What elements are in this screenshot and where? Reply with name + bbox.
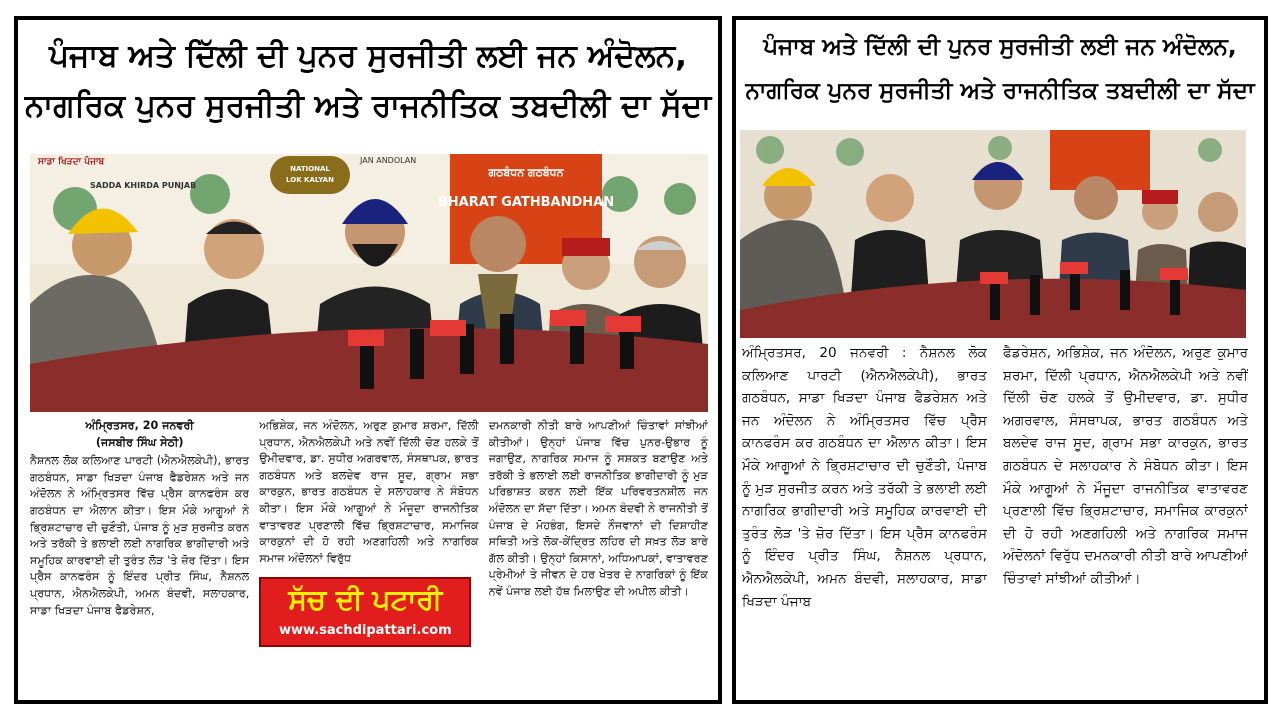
article-columns: [742, 342, 1248, 692]
press-conference-photo: [740, 130, 1246, 338]
banner-url: www.sachdipattari.com: [279, 623, 452, 639]
banner-sadda-pb: ਸਾਡਾ ਖਿੜਦਾ ਪੰਜਾਬ: [38, 157, 105, 167]
article-text-2: ਅਭਿਸ਼ੇਕ, ਜਨ ਅੰਦੋਲਨ, ਅਰੁਣ ਕੁਮਾਰ ਸ਼ਰਮਾ, ਦਿੱਲੀ ਪ੍ਰਧਾਨ, ਐਨਐਲਕੇਪੀ ਅਤੇ ਨਵੀਂ ਦਿੱਲੀ ਚੋਣ ਹਲਕੇ ਤੋਂ ਉਮੀਦਵਾਰ, ਡਾ. ਸੁਧੀਰ ਅਗਰਵਾਲ, ਸੰਸਥਾਪਕ, ਭਾਰਤ ਗਠਬੰਧਨ ਅਤੇ ਬਲਦੇਵ ਰਾਜ ਸੂਦ, ਗ੍ਰਾਮ ਸਭਾ ਕਾਰਕੁਨ, ਭਾਰਤ ਗਠਬੰਧਨ ਦੇ ਸਲਾਹਕਾਰ ਨੇ ਸੰਬੋਧਨ ਕੀਤਾ। ਇਸ ਮੌਕੇ ਆਗੂਆਂ ਨੇ ਮੌਜੂਦਾ ਰਾਜਨੀਤਿਕ ਵਾਤਾਵਰਣ ਪ੍ਰਣਾਲੀ ਵਿੱਚ ਭ੍ਰਿਸ਼ਟਾਚਾਰ, ਸਮਾਜਿਕ ਕਾਰਕੁਨਾਂ ਦੀ ਹੋ ਰਹੀ ਅਣਗਹਿਲੀ ਅਤੇ ਨਾਗਰਿਕ ਸਮਾਜ ਅੰਦੋਲਨਾਂ ਵਿਰੁੱਧ: [259, 419, 479, 565]
article-column-2: [1003, 342, 1248, 692]
press-conference-photo: [30, 154, 708, 412]
banner-title: ਸੱਚ ਦੀ ਪਟਾਰੀ: [288, 583, 443, 617]
article-text-3: ਦਮਨਕਾਰੀ ਨੀਤੀ ਬਾਰੇ ਆਪਣੀਆਂ ਚਿੰਤਾਵਾਂ ਸਾਂਝੀਆਂ ਕੀਤੀਆਂ। ਉਨ੍ਹਾਂ ਪੰਜਾਬ ਵਿੱਚ ਪੁਨਰ-ਉਭਾਰ ਨੂੰ ਜਗਾਉਣ, ਨਾਗਰਿਕ ਸਮਾਜ ਨੂੰ ਸਸ਼ਕਤ ਬਣਾਉਣ ਅਤੇ ਤਰੱਕੀ ਤੇ ਭਲਾਈ ਲਈ ਰਾਜਨੀਤਿਕ ਭਾਗੀਦਾਰੀ ਨੂੰ ਮੁੜ ਪਰਿਭਾਸ਼ਤ ਕਰਨ ਲਈ ਇੱਕ ਪਰਿਵਰਤਨਸ਼ੀਲ ਜਨ ਅੰਦੋਲਨ ਦਾ ਸੱਦਾ ਦਿੱਤਾ। ਅਮਨ ਬੰਦਵੀ ਨੇ ਰਾਜਨੀਤੀ ਤੋਂ ਪੰਜਾਬ ਦੇ ਮੋਹਭੰਗ, ਇਸਦੇ ਨੌਜਵਾਨਾਂ ਦੀ ਦਿਸ਼ਾਹੀਣ ਸਥਿਤੀ ਅਤੇ ਲੋਕ-ਕੇਂਦ੍ਰਿਤ ਲਹਿਰ ਦੀ ਸਖ਼ਤ ਲੋੜ ਬਾਰੇ ਗੱਲ ਕੀਤੀ। ਉਨ੍ਹਾਂ ਕਿਸਾਨਾਂ, ਅਧਿਆਪਕਾਂ, ਵਾਤਾਵਰਣ ਪ੍ਰੇਮੀਆਂ ਤੇ ਜੀਵਨ ਦੇ ਹਰ ਖੇਤਰ ਦੇ ਨਾਗਰਿਕਾਂ ਨੂੰ ਇੱਕ ਨਵੇਂ ਪੰਜਾਬ ਲਈ ਹੱਥ ਮਿਲਾਉਣ ਦੀ ਅਪੀਲ ਕੀਤੀ।: [488, 419, 708, 598]
byline: (ਜਸਬੀਰ ਸਿੰਘ ਸੇਠੀ): [95, 435, 184, 449]
right-newspaper-clipping: [732, 16, 1268, 704]
banner-nlkp-2: LOK KALYAN: [286, 176, 334, 184]
article-column-1: [742, 342, 987, 692]
banner-bharat: BHARAT GATHBANDHAN: [437, 195, 615, 210]
headline-line-2: ਨਾਗਰਿਕ ਪੁਨਰ ਸੁਰਜੀਤੀ ਅਤੇ ਰਾਜਨੀਤਿਕ ਤਬਦੀਲੀ ਦਾ ਸੱਦਾ: [745, 78, 1255, 104]
article-column-2: [259, 418, 478, 688]
left-newspaper-clipping: [14, 16, 722, 704]
headline-line-1: ਪੰਜਾਬ ਅਤੇ ਦਿੱਲੀ ਦੀ ਪੁਨਰ ਸੁਰਜੀਤੀ ਲਈ ਜਨ ਅੰਦੋਲਨ,: [763, 34, 1237, 60]
headline: [18, 20, 718, 128]
sach-di-pattari-banner: [259, 577, 471, 647]
headline-line-2: ਨਾਗਰਿਕ ਪੁਨਰ ਸੁਰਜੀਤੀ ਅਤੇ ਰਾਜਨੀਤਿਕ ਤਬਦੀਲੀ ਦਾ ਸੱਦਾ: [24, 88, 712, 124]
article-text-1: ਨੈਸ਼ਨਲ ਲੋਕ ਕਲਿਆਣ ਪਾਰਟੀ (ਐਨਐਲਕੇਪੀ), ਭਾਰਤ ਗਠਬੰਧਨ, ਸਾਡਾ ਖਿੜਦਾ ਪੰਜਾਬ ਫੈਡਰੇਸ਼ਨ ਅਤੇ ਜਨ ਅੰਦੋਲਨ ਨੇ ਅੰਮ੍ਰਿਤਸਰ ਵਿੱਚ ਪ੍ਰੈਸ ਕਾਨਫਰੰਸ ਕਰ ਗਠਬੰਧਨ ਦਾ ਐਲਾਨ ਕੀਤਾ। ਇਸ ਮੌਕੇ ਆਗੂਆਂ ਨੇ ਭ੍ਰਿਸ਼ਟਾਚਾਰ ਦੀ ਚੁਣੌਤੀ, ਪੰਜਾਬ ਨੂੰ ਮੁੜ ਸੁਰਜੀਤ ਕਰਨ ਅਤੇ ਤਰੱਕੀ ਤੇ ਭਲਾਈ ਲਈ ਨਾਗਰਿਕ ਭਾਗੀਦਾਰੀ ਅਤੇ ਸਮੂਹਿਕ ਕਾਰਵਾਈ ਦੀ ਤੁਰੰਤ ਲੋੜ 'ਤੇ ਜ਼ੋਰ ਦਿੱਤਾ। ਇਸ ਪ੍ਰੈਸ ਕਾਨਫਰੰਸ ਨੂੰ ਇੰਦਰ ਪ੍ਰੀਤ ਸਿੰਘ, ਨੈਸ਼ਨਲ ਪ੍ਰਧਾਨ, ਐਨਐਲਕੇਪੀ, ਅਮਨ ਬੰਦਵੀ, ਸਲਾਹਕਾਰ, ਸਾਡਾ ਖਿੜਦਾ ਪੰਜਾਬ ਫੈਡਰੇਸ਼ਨ,: [30, 454, 250, 617]
banner-sadda-en: SADDA KHIRDA PUNJAB: [90, 181, 197, 190]
banner-gathbandhan-pb: ਗਠਬੰਧਨ ਗਠਬੰਧਨ: [488, 166, 564, 179]
article-columns: [30, 418, 708, 688]
headline: [736, 20, 1264, 108]
banner-jan-andolan: JAN ANDOLAN: [360, 156, 417, 165]
banner-nlkp-1: NATIONAL: [290, 165, 330, 173]
article-column-3: [489, 418, 708, 688]
headline-line-1: ਪੰਜਾਬ ਅਤੇ ਦਿੱਲੀ ਦੀ ਪੁਨਰ ਸੁਰਜੀਤੀ ਲਈ ਜਨ ਅੰਦੋਲਨ,: [49, 38, 687, 74]
dateline: ਅੰਮ੍ਰਿਤਸਰ, 20 ਜਨਵਰੀ: [85, 419, 194, 432]
article-text-2: ਫੈਡਰੇਸ਼ਨ, ਅਭਿਸ਼ੇਕ, ਜਨ ਅੰਦੋਲਨ, ਅਰੁਣ ਕੁਮਾਰ ਸ਼ਰਮਾ, ਦਿੱਲੀ ਪ੍ਰਧਾਨ, ਐਨਐਲਕੇਪੀ ਅਤੇ ਨਵੀਂ ਦਿੱਲੀ ਚੋਣ ਹਲਕੇ ਤੋਂ ਉਮੀਦਵਾਰ, ਡਾ. ਸੁਧੀਰ ਅਗਰਵਾਲ, ਸੰਸਥਾਪਕ, ਭਾਰਤ ਗਠਬੰਧਨ ਅਤੇ ਬਲਦੇਵ ਰਾਜ ਸੂਦ, ਗ੍ਰਾਮ ਸਭਾ ਕਾਰਕੁਨ, ਭਾਰਤ ਗਠਬੰਧਨ ਦੇ ਸਲਾਹਕਾਰ ਨੇ ਸੰਬੋਧਨ ਕੀਤਾ। ਇਸ ਮੌਕੇ ਆਗੂਆਂ ਨੇ ਮੌਜੂਦਾ ਰਾਜਨੀਤਿਕ ਵਾਤਾਵਰਣ ਪ੍ਰਣਾਲੀ ਵਿੱਚ ਭ੍ਰਿਸ਼ਟਾਚਾਰ, ਸਮਾਜਿਕ ਕਾਰਕੁਨਾਂ ਦੀ ਹੋ ਰਹੀ ਅਣਗਹਿਲੀ ਅਤੇ ਨਾਗਰਿਕ ਸਮਾਜ ਅੰਦੋਲਨਾਂ ਵਿਰੁੱਧ ਦਮਨਕਾਰੀ ਨੀਤੀ ਬਾਰੇ ਆਪਣੀਆਂ ਚਿੰਤਾਵਾਂ ਸਾਂਝੀਆਂ ਕੀਤੀਆਂ।: [1003, 345, 1248, 587]
article-text-1: ਅੰਮ੍ਰਿਤਸਰ, 20 ਜਨਵਰੀ : ਨੈਸ਼ਨਲ ਲੋਕ ਕਲਿਆਣ ਪਾਰਟੀ (ਐਨਐਲਕੇਪੀ), ਭਾਰਤ ਗਠਬੰਧਨ, ਸਾਡਾ ਖਿੜਦਾ ਪੰਜਾਬ ਫੈਡਰੇਸ਼ਨ ਅਤੇ ਜਨ ਅੰਦੋਲਨ ਨੇ ਅੰਮ੍ਰਿਤਸਰ ਵਿੱਚ ਪ੍ਰੈਸ ਕਾਨਫਰੰਸ ਕਰ ਗਠਬੰਧਨ ਦਾ ਐਲਾਨ ਕੀਤਾ। ਇਸ ਮੌਕੇ ਆਗੂਆਂ ਨੇ ਭ੍ਰਿਸ਼ਟਾਚਾਰ ਦੀ ਚੁਣੌਤੀ, ਪੰਜਾਬ ਨੂੰ ਮੁੜ ਸੁਰਜੀਤ ਕਰਨ ਅਤੇ ਤਰੱਕੀ ਤੇ ਭਲਾਈ ਲਈ ਨਾਗਰਿਕ ਭਾਗੀਦਾਰੀ ਅਤੇ ਸਮੂਹਿਕ ਕਾਰਵਾਈ ਦੀ ਤੁਰੰਤ ਲੋੜ 'ਤੇ ਜ਼ੋਰ ਦਿੱਤਾ। ਇਸ ਪ੍ਰੈਸ ਕਾਨਫਰੰਸ ਨੂੰ ਇੰਦਰ ਪ੍ਰੀਤ ਸਿੰਘ, ਨੈਸ਼ਨਲ ਪ੍ਰਧਾਨ, ਐਨਐਲਕੇਪੀ, ਅਮਨ ਬੰਦਵੀ, ਸਲਾਹਕਾਰ, ਸਾਡਾ ਖਿੜਦਾ ਪੰਜਾਬ: [742, 345, 987, 610]
article-column-1: [30, 418, 249, 688]
